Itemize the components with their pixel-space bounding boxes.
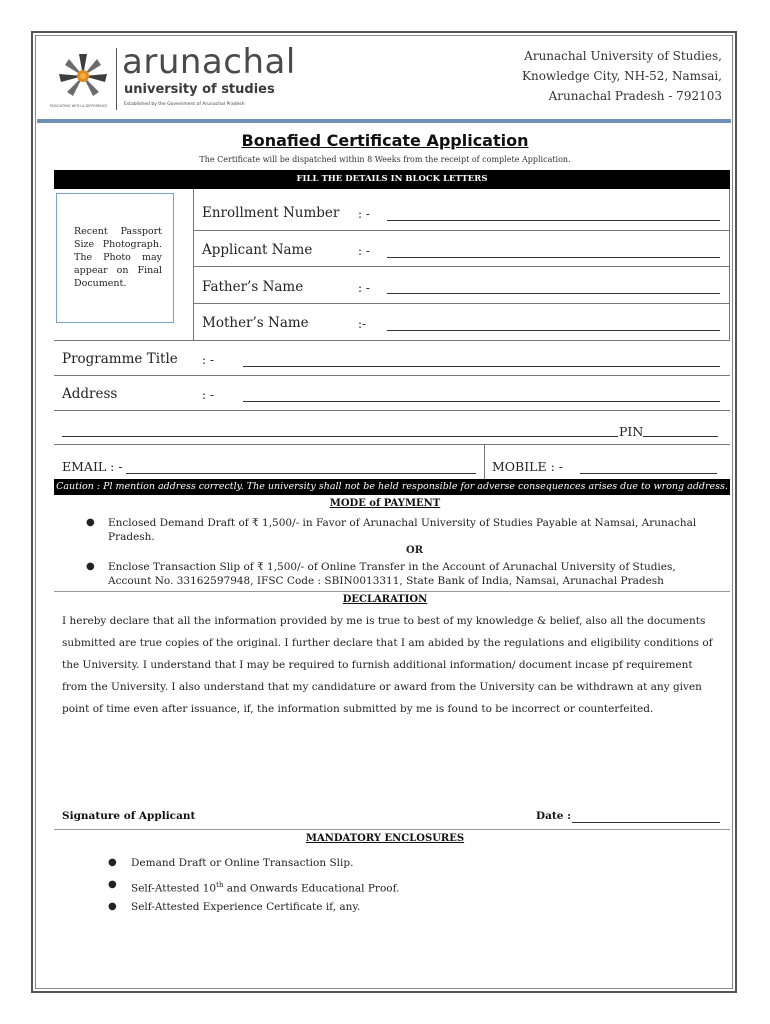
enclosure-item-text: and Onwards Educational Proof.: [223, 882, 400, 895]
address-field-line1[interactable]: [243, 401, 720, 402]
logo-name-line2: university of studies: [124, 82, 275, 97]
row-divider: [193, 230, 730, 231]
university-logo: [50, 42, 296, 112]
payment-option-dd-line2: Pradesh.: [108, 531, 155, 543]
bullet-icon: ●: [86, 561, 95, 572]
enrollment-label: Enrollment Number: [202, 205, 340, 221]
enrollment-field[interactable]: [387, 220, 720, 221]
payment-option-dd-line1: Enclosed Demand Draft of ₹ 1,500/- in Favor of Arunachal University of Studies Payable at Namsai, Arunachal: [108, 517, 697, 529]
address-label: Address: [62, 386, 118, 402]
logo-emblem-icon: [54, 50, 112, 102]
declaration-line-5: point of time even after issuance, if, the information submitted by me is found to be incorrect or counterfeited.: [62, 703, 654, 715]
logo-established: Established by the Government of Arunachal Pradesh: [124, 102, 245, 107]
bullet-icon: ●: [108, 879, 117, 890]
applicant-name-colon: : -: [358, 244, 370, 258]
father-name-colon: : -: [358, 281, 370, 295]
payment-option-online-line1: Enclose Transaction Slip of ₹ 1,500/- of Online Transfer in the Account of Arunachal University of Studies,: [108, 561, 676, 573]
payment-heading: MODE of PAYMENT: [329, 498, 441, 509]
email-label: EMAIL : -: [62, 459, 123, 474]
father-name-field[interactable]: [387, 293, 720, 294]
instruction-bar: FILL THE DETAILS IN BLOCK LETTERS: [54, 170, 730, 189]
row-divider: [193, 303, 730, 304]
address-line-1: Arunachal University of Studies,: [524, 49, 722, 63]
declaration-line-2: submitted are true copies of the original. I further declare that I am abided by the regulations and eligibility conditions of: [62, 637, 713, 649]
row-divider: [54, 444, 730, 445]
or-separator: OR: [406, 545, 424, 556]
section-divider: [54, 829, 730, 830]
row-divider: [193, 266, 730, 267]
payment-option-online: [108, 560, 728, 588]
applicant-name-label: Applicant Name: [202, 242, 313, 258]
mother-name-label: Mother’s Name: [202, 315, 309, 331]
caution-bar: Caution : Pl mention address correctly. The university shall not be held responsible for adverse consequences arises due to wrong address.: [54, 479, 730, 495]
header-divider: [37, 119, 731, 123]
programme-title-field[interactable]: [243, 366, 720, 367]
row-divider: [54, 410, 730, 411]
enclosure-item: [131, 878, 399, 896]
bullet-icon: ●: [108, 857, 117, 868]
logo-tagline: EDUCATING WITH A DIFFERENCE: [50, 104, 108, 108]
row-divider: [54, 340, 730, 341]
applicant-name-field[interactable]: [387, 257, 720, 258]
father-name-label: Father’s Name: [202, 279, 304, 295]
bullet-icon: ●: [108, 901, 117, 912]
enclosure-item: Self-Attested Experience Certificate if, any.: [131, 901, 361, 913]
mother-name-field[interactable]: [387, 330, 720, 331]
enclosure-item: Demand Draft or Online Transaction Slip.: [131, 857, 354, 869]
programme-title-label: Programme Title: [62, 351, 178, 367]
address-line-3: Arunachal Pradesh - 792103: [548, 89, 722, 103]
pin-label: PIN: [619, 424, 644, 439]
payment-option-online-line2: Account No. 33162597948, IFSC Code : SBIN0013311, State Bank of India, Namsai, Arunachal Pradesh: [108, 575, 664, 587]
enclosure-item-sup: th: [216, 881, 224, 889]
university-address: [522, 46, 722, 106]
page-title: Bonafied Certificate Application: [241, 131, 529, 150]
logo-name-line1: arunachal: [122, 42, 296, 82]
photo-column-divider: [193, 189, 194, 340]
bullet-icon: ●: [86, 517, 95, 528]
email-mobile-divider: [484, 444, 485, 479]
pin-field[interactable]: [643, 436, 718, 437]
mobile-field[interactable]: [580, 473, 717, 474]
right-border-top: [729, 189, 730, 340]
date-label: Date :: [536, 810, 571, 822]
declaration-line-1: I hereby declare that all the information provided by me is true to best of my knowledge & belief, also all the documents: [62, 615, 706, 627]
address-line-2: Knowledge City, NH-52, Namsai,: [522, 69, 722, 83]
declaration-text: [62, 610, 730, 720]
mother-name-colon: :-: [358, 317, 367, 331]
signature-label: Signature of Applicant: [62, 810, 196, 822]
date-field[interactable]: [572, 822, 720, 823]
enrollment-colon: : -: [358, 207, 370, 221]
enclosures-heading: MANDATORY ENCLOSURES: [305, 833, 465, 844]
declaration-line-3: the University. I understand that I may be required to furnish additional information/ document incase pf requirement: [62, 659, 693, 671]
declaration-heading: DECLARATION: [342, 594, 428, 605]
logo-divider: [116, 48, 117, 110]
section-divider: [54, 591, 730, 592]
mobile-label: MOBILE : -: [492, 459, 563, 474]
address-field-line2[interactable]: [62, 436, 618, 437]
programme-title-colon: : -: [202, 353, 214, 367]
email-field[interactable]: [126, 473, 476, 474]
dispatch-note: The Certificate will be dispatched within 8 Weeks from the receipt of complete Application.: [199, 155, 571, 164]
payment-option-dd: [108, 516, 728, 544]
enclosure-item-text: Self-Attested 10: [131, 882, 217, 895]
row-divider: [54, 375, 730, 376]
declaration-line-4: from the University. I also understand that my candidature or award from the University can be withdrawn at any given: [62, 681, 702, 693]
photo-note: Recent Passport Size Photograph. The Photo may appear on Final Document.: [74, 226, 162, 289]
address-colon: : -: [202, 388, 214, 402]
